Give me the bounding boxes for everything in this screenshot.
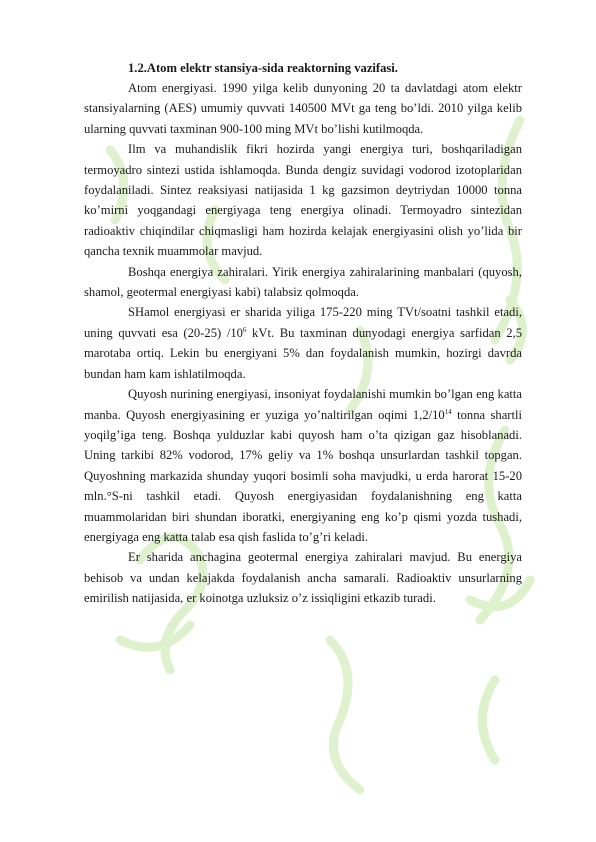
paragraph-geothermal: Er sharida anchagina geotermal energiya zahiralari mavjud. Bu energiya behisob va undan kelajakda foydalanish ancha samarali. Radioaktiv unsurlarning emirilish natijasida, er koinotga uzluksiz o’z issiqligini etkazib turadi.: [84, 550, 522, 606]
superscript-exponent: 6: [242, 325, 247, 334]
paragraph-thermonuclear: Ilm va muhandislik fikri hozirda yangi energiya turi, boshqariladigan termoyadro sintezi ustida ishlamoqda. Bunda dengiz suvidagi vodorod izotoplaridan foydalaniladi. Sintez reaksiyasi natijasida 1 kg gazsimon deytriydan 10000 tonna ko’mirni yoqgandagi energiyaga teng energiya olinadi. Termoyadro sintezidan radioaktiv chiqindilar chiqmasligi ham hozirda kelajak energiyasini olish yo’lida bir qancha texnik muammolar mavjud.: [84, 142, 522, 259]
watermark-stroke: [483, 680, 496, 760]
paragraph-wind-energy: [84, 302, 522, 384]
watermark-stroke: [330, 640, 360, 790]
section-heading: 1.2.Atom elektr stansiya-sida reaktorning vazifasi.: [128, 61, 398, 75]
paragraph-text: SHamol energiyasi er sharida yiliga 175-220 ming TVt/soatni tashkil etadi, uning quvvati esa (20-25) /10: [84, 305, 522, 340]
paragraph-text: kVt. Bu taxminan dunyodagi energiya sarfidan 2,5 marotaba ortiq. Lekin bu energiyani 5% dan foydalanish mumkin, hozirgi davrda bundan ham kam ishlatilmoqda.: [84, 325, 523, 381]
watermark-stroke: [120, 625, 190, 647]
document-page: [84, 58, 522, 609]
paragraph-other-reserves: Boshqa energiya zahiralari. Yirik energiya zahiralarining manbalari (quyosh, shamol, geotermal energiyasi kabi) talabsiz qolmoqda.: [84, 264, 522, 300]
paragraph-text: tonna shartli yoqilg’iga teng. Boshqa yulduzlar kabi quyosh ham o’ta qizigan gaz hisoblanadi. Uning tarkibi 82% vodorod, 17% geliy va 1% boshqa unsurlardan tashkil topgan. Quyoshning markazida shunday yuqori bosimli soha mavjudki, u erda harorat 15-20 mln.°S-ni tashkil etadi. Quyosh energiyasidan foydalanishning eng katta muammolaridan biri shundan iboratki, energiyaning eng ko’p qismi yozda tushadi, energiyaga eng katta talab esa qish faslida to’g’ri keladi.: [84, 407, 522, 544]
paragraph-atom-energy: Atom energiyasi. 1990 yilga kelib dunyoning 20 ta davlatdagi atom elektr stansiyalarning (AES) umumiy quvvati 140500 MVt ga teng bo’ldi. 2010 yilga kelib ularning quvvati taxminan 900-100 ming MVt bo’lishi kutilmoqda.: [84, 81, 522, 136]
paragraph-text: Quyosh nurining energiyasi, insoniyat foydalanishi mumkin bo’lgan eng katta manba. Quyosh energiyasining er yuziga yo’naltirilgan oqimi 1,2/10: [84, 387, 522, 422]
paragraph-solar-energy: [84, 384, 522, 547]
superscript-exponent: 14: [444, 407, 452, 416]
